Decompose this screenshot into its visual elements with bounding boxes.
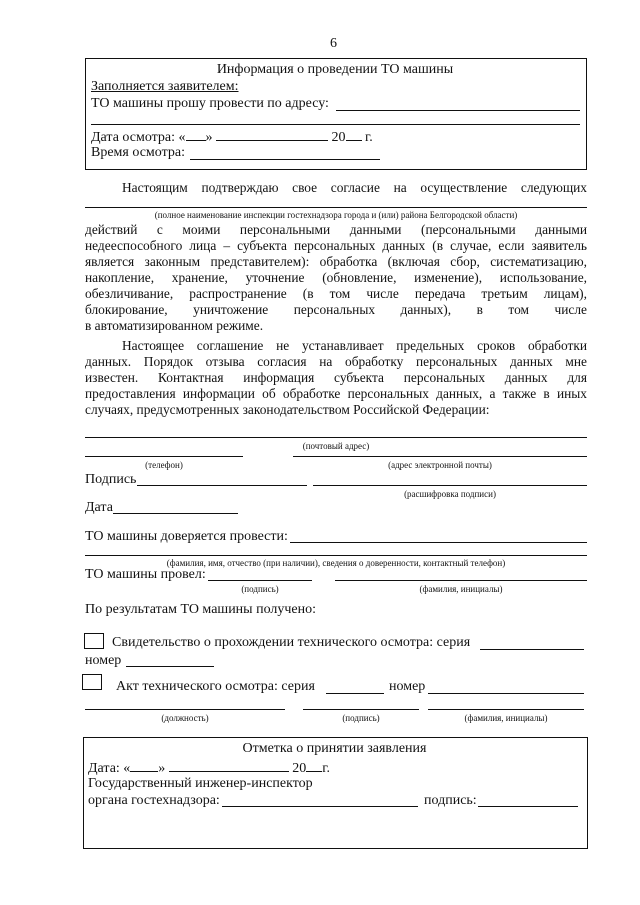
trust-field[interactable]: [290, 542, 587, 543]
date-suffix: г.: [365, 130, 373, 145]
certificate-label: Свидетельство о прохождении технического осмотра: серия: [112, 635, 471, 650]
time-field[interactable]: [190, 159, 380, 160]
address-label: ТО машины прошу провести по адресу:: [91, 96, 329, 111]
date-year-field[interactable]: [346, 128, 362, 141]
results-name-field[interactable]: [428, 709, 584, 710]
trust-field-line2[interactable]: [85, 555, 587, 556]
date-mid: »: [205, 130, 213, 145]
position-field[interactable]: [85, 709, 285, 710]
trust-caption: (фамилия, имя, отчество (при наличии), сведения о доверенности, контактный телефон): [166, 558, 506, 568]
results-name-caption: (фамилия, инициалы): [464, 713, 548, 723]
consent-body: [85, 222, 587, 334]
performed-sign-caption: (подпись): [241, 584, 279, 594]
info-box-title: Информация о проведении ТО машины: [216, 62, 454, 77]
signature-field[interactable]: [137, 485, 307, 486]
act-number-field[interactable]: [428, 693, 584, 694]
inspection-name-caption: (полное наименование инспекции гостехнадзора города и (или) района Белгородской области): [154, 210, 518, 220]
consent2-line-last: случаях, предусмотренных законодательством Российской Федерации:: [85, 402, 490, 417]
acceptance-title: Отметка о принятии заявления: [242, 741, 427, 756]
results-sign-field[interactable]: [303, 709, 419, 710]
consent-line: действий с моими персональными данными (персональными данными: [85, 222, 587, 237]
acc-date-mid: »: [158, 761, 166, 776]
signature-decode-field[interactable]: [313, 485, 587, 486]
acc-date-day-field[interactable]: [130, 759, 158, 772]
postal-address-field[interactable]: [85, 437, 587, 438]
consent-paragraph-2: [85, 338, 587, 418]
signature-label: Подпись: [85, 472, 137, 487]
page-number: 6: [330, 36, 337, 51]
consent-line: является законным представителем): обработка (включая сбор, систематизацию,: [85, 254, 587, 269]
email-caption: (адрес электронной почты): [388, 460, 492, 470]
email-field[interactable]: [293, 456, 587, 457]
acc-date-month-field[interactable]: [169, 759, 289, 772]
consent-line: обезличивание, распространение (в том числе передача третьим лицам),: [85, 286, 587, 301]
consent-lead: Настоящим подтверждаю свое согласие на осуществление следующих: [122, 180, 587, 195]
results-label: По результатам ТО машины получено:: [85, 602, 317, 617]
date-field[interactable]: [113, 513, 238, 514]
acc-date-suffix: г.: [322, 761, 330, 776]
time-label: Время осмотра:: [91, 145, 185, 160]
date-day-field[interactable]: [186, 128, 206, 141]
consent2-line: Настоящее соглашение не устанавливает предельных сроков обработки: [122, 338, 587, 353]
acc-date-prefix: Дата: «: [88, 761, 131, 776]
consent2-line: данных. Порядок отзыва согласия на обработку персональных данных мне: [85, 354, 587, 369]
date-prefix: Дата осмотра: «: [91, 130, 186, 145]
filled-by-label: Заполняется заявителем:: [91, 79, 239, 94]
acceptance-signature-field[interactable]: [478, 806, 578, 807]
consent-line: блокирование, уничтожение персональных данных), в том числе: [85, 302, 587, 317]
certificate-number-label: номер: [85, 653, 122, 668]
date-label: Дата: [85, 500, 113, 515]
results-sign-caption: (подпись): [342, 713, 380, 723]
performed-name-caption: (фамилия, инициалы): [419, 584, 503, 594]
inspection-date-row: [91, 128, 373, 146]
certificate-series-field[interactable]: [480, 649, 584, 650]
act-number-label: номер: [389, 679, 426, 694]
phone-caption: (телефон): [145, 460, 183, 470]
act-label: Акт технического осмотра: серия: [116, 679, 315, 694]
phone-field[interactable]: [85, 456, 243, 457]
acceptance-signature-label: подпись:: [424, 793, 477, 808]
acc-date-year-field[interactable]: [306, 759, 322, 772]
postal-address-caption: (почтовый адрес): [302, 441, 370, 451]
signature-decode-caption: (расшифровка подписи): [404, 489, 496, 499]
address-field-line2[interactable]: [91, 124, 580, 125]
performed-sign-field[interactable]: [208, 580, 312, 581]
position-caption: (должность): [161, 713, 209, 723]
authority-field[interactable]: [222, 806, 418, 807]
acceptance-date-row: [88, 759, 330, 777]
act-series-field[interactable]: [326, 693, 384, 694]
consent-line: накопление, хранение, уточнение (обновление, изменение), использование,: [85, 270, 587, 285]
consent2-line: известен. Контактная информация субъекта персональных данных для: [85, 370, 587, 385]
acc-date-year-prefix: 20: [292, 761, 307, 776]
performed-name-field[interactable]: [335, 580, 587, 581]
trust-label: ТО машины доверяется провести:: [85, 529, 288, 544]
consent2-line: предоставления информации об обработке персональных данных, а также в иных: [85, 386, 587, 401]
certificate-number-field[interactable]: [126, 666, 214, 667]
inspector-label: Государственный инженер-инспектор: [88, 776, 313, 791]
date-month-field[interactable]: [216, 128, 328, 141]
inspection-name-field[interactable]: [85, 207, 587, 208]
consent-line-last: в автоматизированном режиме.: [85, 318, 264, 333]
performed-label: ТО машины провел:: [85, 567, 206, 582]
authority-label: органа гостехнадзора:: [88, 793, 220, 808]
consent-line: недееспособного лица – субъекта персональных данных (в случае, если заявитель: [85, 238, 587, 253]
certificate-checkbox[interactable]: [84, 633, 104, 649]
address-field[interactable]: [336, 110, 580, 111]
act-checkbox[interactable]: [82, 674, 102, 690]
date-year-prefix: 20: [331, 130, 346, 145]
